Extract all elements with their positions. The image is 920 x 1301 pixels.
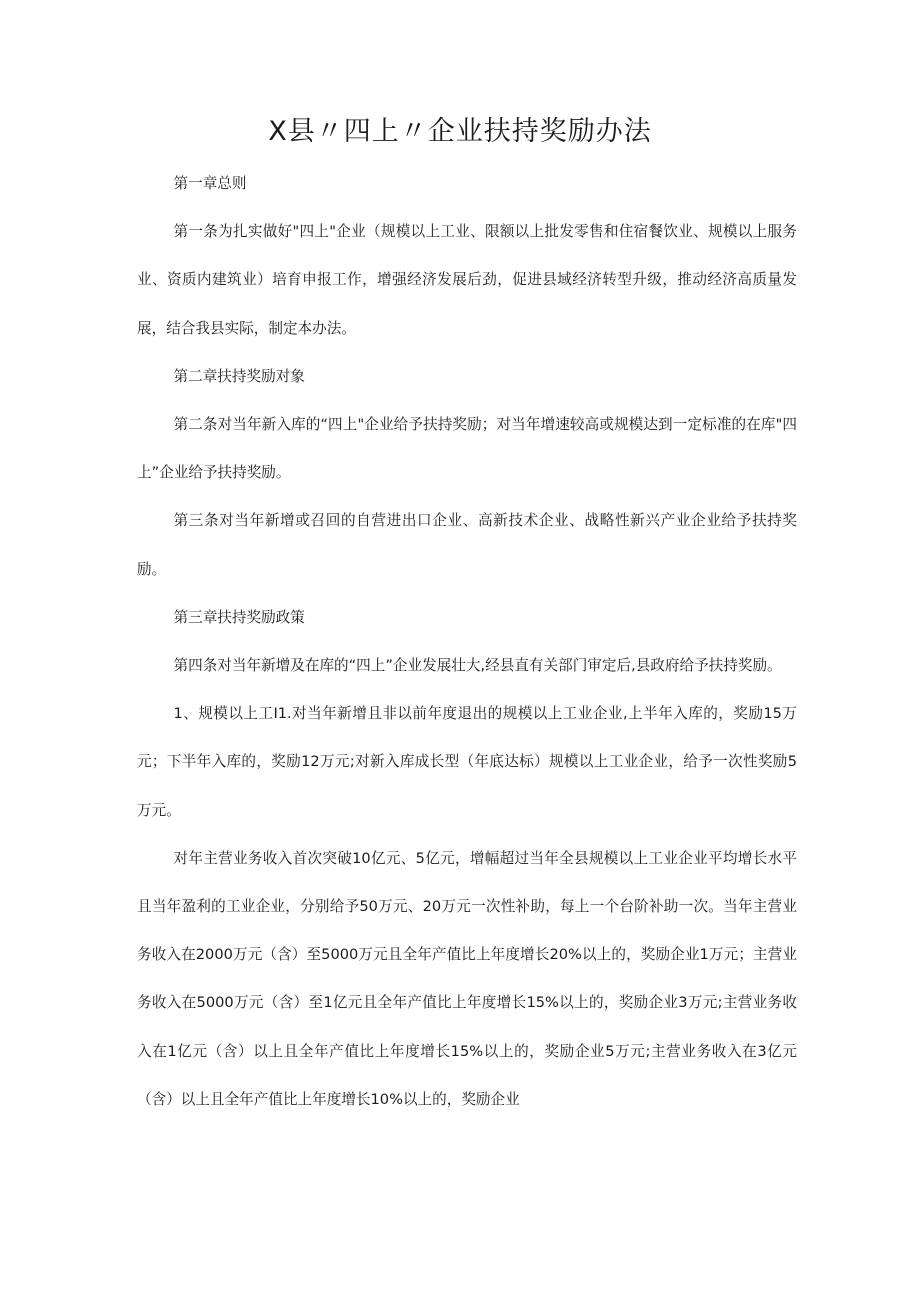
document-body [137, 160, 797, 1124]
chapter-heading: 第二章扶持奖励对象 [173, 367, 305, 385]
paragraph: 对年主营业务收入首次突破10亿元、5亿元，增幅超过当年全县规模以上工业企业平均增长水平且当年盈利的工业企业，分别给予50万元、20万元一次性补助，每上一个台阶补助一次。当年主营业务收入在2000万元（含）至5000万元且全年产值比上年度增长20%以上的，奖励企业1万元；主营业务收入在5000万元（含）至1亿元且全年产值比上年度增长15%以上的，奖励企业3万元;主营业务收入在1亿元（含）以上且全年产值比上年度增长15%以上的，奖励企业5万元;主营业务收入在3亿元（含）以上且全年产值比上年度增长10%以上的，奖励企业 [137, 849, 797, 1108]
document-title: X县〃四上〃企业扶持奖励办法 [268, 116, 652, 147]
paragraph: 第四条对当年新增及在库的“四上”企业发展壮大,经县直有关部门审定后,县政府给予扶持奖励。 [173, 657, 782, 675]
paragraph: 1、规模以上工I1.对当年新增且非以前年度退出的规模以上工业企业,上半年入库的，奖励15万元；下半年入库的，奖励12万元;对新入库成长型（年底达标）规模以上工业企业，给予一次性奖励5万元。 [137, 705, 797, 819]
paragraph: 第二条对当年新入库的“四上"企业给予扶持奖励；对当年增速较高或规模达到一定标准的在库"四上”企业给予扶持奖励。 [137, 416, 797, 482]
paragraph: 第三条对当年新增或召回的自营进出口企业、高新技术企业、战略性新兴产业企业给予扶持奖励。 [137, 512, 797, 578]
chapter-heading: 第三章扶持奖励政策 [173, 608, 305, 626]
paragraph: 第一条为扎实做好"四上"企业（规模以上工业、限额以上批发零售和住宿餐饮业、规模以上服务业、资质内建筑业）培育申报工作，增强经济发展后劲，促进县域经济转型升级，推动经济高质量发展，结合我县实际，制定本办法。 [137, 223, 797, 337]
chapter-heading: 第一章总则 [173, 175, 247, 192]
